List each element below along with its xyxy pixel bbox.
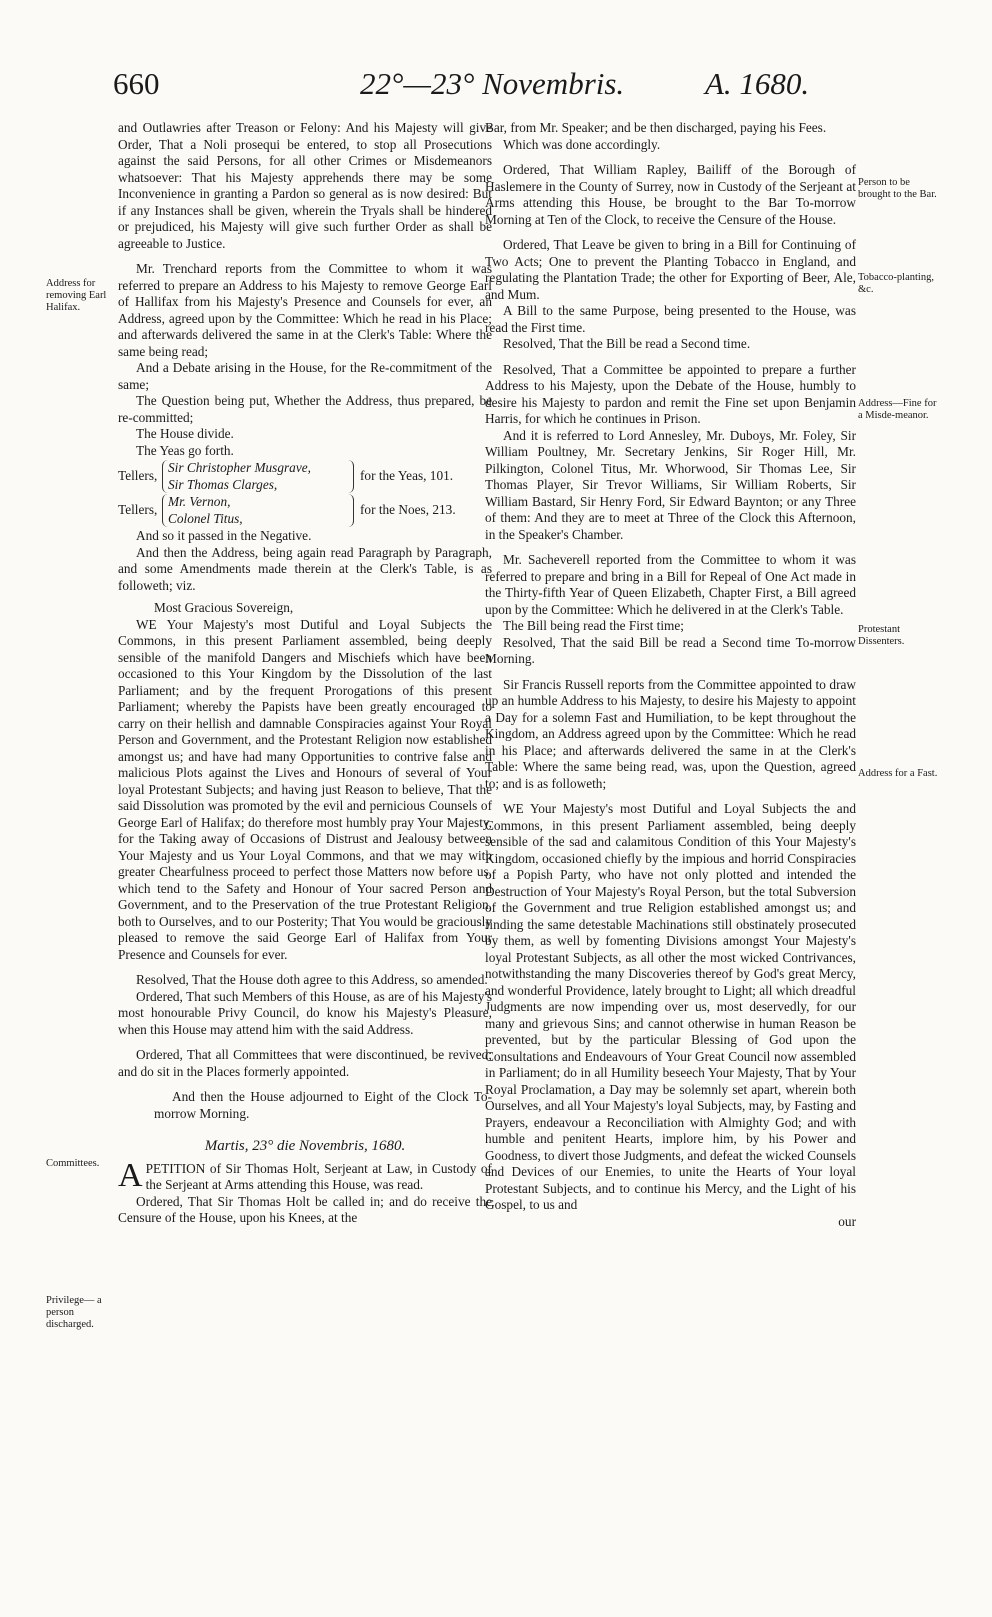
paragraph: The Question being put, Whether the Address, thus prepared, be re-committed;: [118, 393, 492, 425]
catchword: our: [838, 1213, 856, 1229]
paragraph: The Yeas go forth.: [136, 442, 234, 458]
margin-note: Privilege— a person discharged.: [46, 1295, 102, 1330]
tellers-count: for the Yeas, 101.: [360, 468, 454, 484]
paragraph: Resolved, That the Bill be read a Second time.: [503, 336, 751, 351]
right-column: [485, 120, 856, 1230]
paragraph: And it is referred to Lord Annesley, Mr. Duboys, Mr. Foley, Sir William Poultney, Mr. Secretary Jenkins, Sir Roger Hill, Mr. Pilkington, Colonel Titus, Mr. Whorwood, Sir Thomas Lee, Sir Thomas Player, Sir Trevor Williams, Sir William Roberts, Sir William Bastard, Sir Henry Ford, Sir Edward Baynton; or any Three of them: And they are to meet at Three of the Clock this Afternoon, in the Speaker's Chamber.: [485, 427, 856, 542]
margin-note: Address for removing Earl Halifax.: [46, 278, 107, 313]
paragraph: Ordered, That Leave be given to bring in a Bill for Continuing of Two Acts; One to prevent the Planting Tobacco in England, and regulating the Plantation Trade; the other for Exporting of Beer, Ale, and Mum.: [485, 237, 856, 302]
tellers-count: for the Noes, 213.: [360, 502, 456, 518]
page-header: [0, 66, 992, 106]
tellers-label: Tellers,: [118, 468, 158, 484]
paragraph: and Outlawries after Treason or Felony: And his Majesty will give Order, That a Noli prosequi be entered, to stop all Prosecutions against the said Persons, for all other Crimes or Misdemeanors whatsoever: That his Majesty apprehends there may be some Inconvenience in granting a Pardon so general as is now desired: But if any Instances shall be given, wherein the Tryals shall be hindered or prejudiced, his Majesty will give such further Order as shall be agreeable to Justice.: [118, 120, 492, 251]
paragraph: And so it passed in the Negative.: [136, 528, 312, 543]
teller-name: Colonel Titus,: [168, 510, 243, 526]
paragraph: The Bill being read the First time;: [503, 618, 684, 633]
margin-note: Tobacco-planting, &c.: [858, 272, 934, 295]
paragraph: Ordered, That such Members of this House, as are of his Majesty's most honourable Privy Council, do know his Majesty's Pleasure, when this House may attend him with the said Address.: [118, 988, 492, 1037]
paragraph: Resolved, That a Committee be appointed to prepare a further Address to his Majesty, upon the Debate of the House, humbly to desire his Majesty to pardon and remit the Fine set upon Benjamin Harris, for which he continues in Prison.: [485, 361, 856, 426]
margin-note: Committees.: [46, 1158, 100, 1169]
teller-name: Mr. Vernon,: [168, 494, 231, 509]
tellers-label: Tellers,: [118, 502, 158, 518]
paragraph: Resolved, That the said Bill be read a Second time To-morrow Morning.: [485, 634, 856, 666]
paragraph: Which was done accordingly.: [503, 136, 661, 152]
paragraph: And then the Address, being again read Paragraph by Paragraph, and some Amendments made therein at the Clerk's Table, is as followeth; viz.: [118, 544, 492, 593]
margin-note: Protestant Dissenters.: [858, 624, 905, 647]
paragraph: Mr. Trenchard reports from the Committee to whom it was referred to prepare an Address to his Majesty to remove George Earl of Hallifax from his Majesty's Presence and Counsels for ever, an Address, agreed upon by the Committee: Which he read in his Place; and afterwards delivered the same in at the Clerk's Table: Where the same being read;: [118, 261, 492, 359]
paragraph: Resolved, That the House doth agree to this Address, so amended.: [136, 972, 488, 987]
tellers-names: [162, 494, 354, 527]
section-title: Martis, 23° die Novembris, 1680.: [204, 1138, 406, 1154]
paragraph: Ordered, That Sir Thomas Holt be called in; and do receive the Censure of the House, upon his Knees, at the: [118, 1193, 492, 1225]
paragraph: Ordered, That all Committees that were discontinued, be revived; and do sit in the Places formerly appointed.: [118, 1047, 492, 1079]
paragraph: And a Debate arising in the House, for the Re-commitment of the same;: [118, 360, 492, 392]
paragraph: Bar, from Mr. Speaker; and be then discharged, paying his Fees.: [485, 120, 827, 135]
header-dates: 22°—23° Novembris.: [360, 66, 625, 101]
tellers-yeas: [118, 460, 492, 493]
paragraph: A Bill to the same Purpose, being presented to the House, was read the First time.: [485, 303, 856, 335]
page-number: 660: [113, 66, 160, 101]
left-column: [118, 120, 492, 1227]
paragraph: Ordered, That William Rapley, Bailiff of the Borough of Haslemere in the County of Surrey, now in Custody of the Serjeant at Arms attending this House, be brought to the Bar To-morrow Morning at Ten of the Clock, to receive the Censure of the House.: [485, 162, 856, 227]
paragraph: Mr. Sacheverell reported from the Committee to whom it was referred to prepare and bring in a Bill for Repeal of One Act made in the Thirty-fifth Year of Queen Elizabeth, Chapter First, a Bill agreed upon by the Committee: Which he delivered in at the Clerk's Table.: [485, 552, 856, 617]
tellers-noes: [118, 494, 492, 527]
teller-name: Sir Thomas Clarges,: [168, 476, 278, 492]
paragraph: The House divide.: [136, 426, 234, 441]
paragraph: Sir Francis Russell reports from the Committee appointed to draw up an humble Address to his Majesty, to desire his Majesty to appoint a Day for a solemn Fast and Humiliation, to be kept throughout the Kingdom, an Address agreed upon by the Committee: Which he read in his Place; and afterwards delivered the same in at the Clerk's Table: Where the same being read, was, upon the Question, agreed to; and is as followeth;: [485, 676, 856, 791]
margin-note: Address for a Fast.: [858, 768, 938, 779]
paragraph: PETITION of Sir Thomas Holt, Serjeant at Law, in Custody of the Serjeant at Arms attending this House, was read.: [145, 1160, 492, 1192]
tellers-names: [162, 460, 354, 493]
drop-cap: A: [118, 1156, 143, 1194]
teller-name: Sir Christopher Musgrave,: [168, 460, 311, 475]
margin-note: Person to be brought to the Bar.: [858, 177, 937, 200]
margin-note: Address—Fine for a Misde-meanor.: [858, 398, 937, 421]
paragraph: WE Your Majesty's most Dutiful and Loyal Subjects the Commons, in this present Parliament assembled, being deeply sensible of the manifold Dangers and Mischiefs which have been occasioned to this Your Kingdom by the Dissolution of the last Parliament; and by the frequent Prorogations of this present Parliament; whereby the Papists have been greatly encouraged to carry on their hellish and damnable Conspiracies against Your Royal Person and Government, and the Protestant Religion now established amongst us; and have had many Opportunities to contrive false and malicious Plots against the Lives and Honours of several of Your loyal Protestant Subjects; and having just Reason to believe, That the said Dissolution was promoted by the evil and pernicious Counsels of George Earl of Halifax; do therefore most humbly pray Your Majesty, for the Taking away of Occasions of Distrust and Jealousy between Your Majesty and us Your Loyal Commons, and that we may with greater Chearfulness proceed to perfect those Matters now before us, which tend to the Safety and Honour of Your sacred Person and Government, and to the Preservation of the true Protestant Religion, both to Ourselves, and to our Posterity; That You would be graciously pleased to remove the said George Earl of Halifax from Your Presence and Counsels for ever.: [118, 616, 492, 962]
paragraph: WE Your Majesty's most Dutiful and Loyal Subjects the and Commons, in this present Parliament assembled, being deeply sensible of the sad and calamitous Condition of this Your Majesty's Kingdom, occasioned chiefly by the impious and horrid Conspiracies of a Popish Party, who have not only plotted and intended the Destruction of Your Majesty's Royal Person, but the total Subversion of the Government and true Religion established amongst us; and finding the same detestable Machinations still obstinately prosecuted by them, as well by fomenting Divisions amongst Your Majesty's loyal Protestant Subjects, as all other the most wicked Contrivances, notwithstanding the many Discoveries thereof by God's great Mercy, and wonderful Providence, lately brought to Light; all which dreadful Judgments are now impending over us, most deservedly, for our many and grievous Sins; and cannot otherwise in human Reason be prevented, but by the particular Blessing of God upon the Consultations and Endeavours of Your Great Council now assembled in Parliament; do in all Humility beseech Your Majesty, That by Your Royal Proclamation, a Day may be solemnly set apart, wherein both Ourselves, and all Your Majesty's loyal Subjects, may, by Fasting and Prayers, endeavour a Reconciliation with Almighty God; and with humble and penitent Hearts, implore him, by his Power and Goodness, to divert those Judgments, and defeat the wicked Counsels and Devices of our Enemies, to unite the Hearts of Your loyal Protestant Subjects, and to continue his Mercy, and the Light of his Gospel, to us and: [485, 801, 856, 1212]
paragraph: And then the House adjourned to Eight of the Clock To-morrow Morning.: [154, 1089, 492, 1121]
header-year: A. 1680.: [705, 66, 810, 101]
salutation: Most Gracious Sovereign,: [154, 600, 294, 615]
